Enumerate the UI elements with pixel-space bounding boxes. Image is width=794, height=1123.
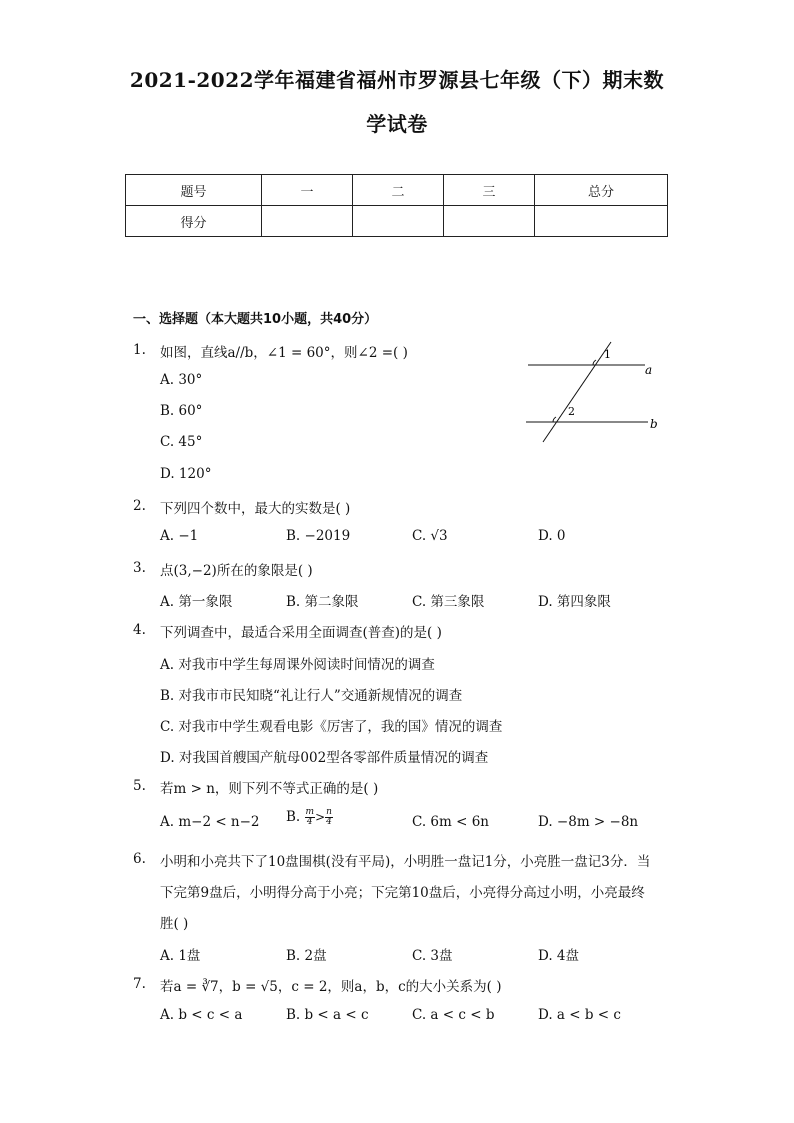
option-d: D. a < b < c [538, 1007, 621, 1023]
option-a: A. 第一象限 [160, 594, 233, 610]
option-a: A. 30° [160, 372, 203, 388]
question-stem: 若a = ∛7，b = √5，c = 2，则a，b，c的大小关系为( ) [160, 979, 502, 995]
score-cell [353, 206, 444, 237]
score-table-header-row [126, 175, 668, 206]
score-row-label: 得分 [126, 206, 262, 237]
option-d: D. 120° [160, 466, 212, 482]
question-number: 4. [133, 622, 146, 638]
option-b: B. 2盘 [286, 948, 327, 964]
option-b: B. b < a < c [286, 1007, 369, 1023]
option-d: D. 第四象限 [538, 594, 611, 610]
option-b-letter: B. [286, 809, 301, 825]
score-cell [535, 206, 668, 237]
option-c: C. a < c < b [412, 1007, 495, 1023]
option-b: B. −2019 [286, 528, 351, 544]
option-b [286, 808, 333, 827]
option-c: C. 3盘 [412, 948, 453, 964]
question-number: 5. [133, 778, 146, 794]
numerator: m [305, 807, 315, 817]
header-cell: 题号 [126, 175, 262, 206]
line-b-label: b [650, 417, 658, 431]
question-number: 7. [133, 976, 146, 992]
option-b: B. 对我市市民知晓“礼让行人”交通新规情况的调查 [160, 688, 463, 704]
question-number: 3. [133, 560, 146, 576]
score-table-score-row [126, 206, 668, 237]
score-cell [444, 206, 535, 237]
title-line-1: 2021-2022学年福建省福州市罗源县七年级（下）期末数 [129, 68, 665, 92]
question-stem: 点(3,−2)所在的象限是( ) [160, 563, 313, 579]
page-title [110, 58, 684, 146]
option-a: A. −1 [160, 528, 199, 544]
option-c: C. 对我市中学生观看电影《厉害了，我的国》情况的调查 [160, 719, 503, 735]
question-stem-line-1: 小明和小亮共下了10盘围棋(没有平局)，小明胜一盘记1分，小亮胜一盘记3分．当 [160, 854, 651, 870]
transversal [543, 342, 611, 442]
question-stem: 如图，直线a//b，∠1 = 60°，则∠2 =( ) [160, 345, 408, 361]
title-line-2: 学试卷 [366, 112, 428, 136]
question-number: 2. [133, 498, 146, 514]
header-cell: 三 [444, 175, 535, 206]
score-cell [262, 206, 353, 237]
question-number: 6. [133, 851, 146, 867]
option-d: D. 0 [538, 528, 566, 544]
option-b: B. 60° [160, 403, 203, 419]
angle-2-arc [553, 417, 556, 422]
angle-1-label: 1 [604, 348, 611, 361]
option-a: A. b < c < a [160, 1007, 243, 1023]
option-c: C. √3 [412, 528, 448, 544]
option-c: C. 45° [160, 434, 203, 450]
option-b: B. 第二象限 [286, 594, 359, 610]
greater-sign: > [315, 810, 326, 824]
score-table [125, 174, 668, 237]
question-stem: 下列调查中，最适合采用全面调查(普查)的是( ) [160, 625, 442, 641]
header-cell: 一 [262, 175, 353, 206]
question-stem: 若m > n，则下列不等式正确的是( ) [160, 781, 379, 797]
question-stem-line-2: 下完第9盘后，小明得分高于小亮；下完第10盘后，小亮得分高过小明，小亮最终 [160, 885, 645, 901]
header-cell: 二 [353, 175, 444, 206]
question-stem: 下列四个数中，最大的实数是( ) [160, 501, 351, 517]
question-stem-line-3: 胜( ) [160, 916, 189, 932]
option-c: C. 6m < 6n [412, 814, 489, 830]
denominator: 4 [306, 817, 313, 827]
fraction-n-over-4 [325, 808, 333, 827]
option-d: D. 4盘 [538, 948, 580, 964]
fraction-m-over-4 [305, 808, 316, 827]
numerator: n [326, 807, 332, 817]
option-a: A. 1盘 [160, 948, 201, 964]
section-heading: 一、选择题（本大题共10小题，共40分） [133, 312, 378, 327]
option-a: A. 对我市中学生每周课外阅读时间情况的调查 [160, 657, 435, 673]
parallel-lines-figure [520, 338, 670, 448]
option-d: D. 对我国首艘国产航母002型各零部件质量情况的调查 [160, 750, 489, 766]
option-c: C. 第三象限 [412, 594, 485, 610]
option-a: A. m−2 < n−2 [160, 814, 260, 830]
option-d: D. −8m > −8n [538, 814, 639, 830]
line-a-label: a [645, 363, 653, 377]
denominator: 4 [326, 817, 332, 827]
angle-2-label: 2 [568, 405, 575, 418]
question-number: 1. [133, 342, 146, 358]
header-cell: 总分 [535, 175, 668, 206]
